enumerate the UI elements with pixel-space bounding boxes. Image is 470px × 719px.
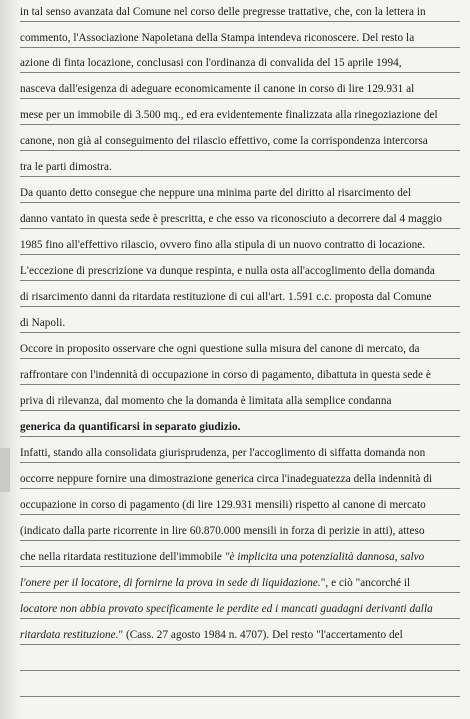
text-line-mixed [20, 628, 460, 642]
ruled-line [20, 670, 460, 671]
text-segment: " (Cass. 27 agosto 1984 n. 4707). Del resto "l'accertamento del [118, 629, 403, 641]
text-line: 1985 fino all'effettivo rilascio, ovvero fino alla stipula di un nuovo contratto di locazione. [20, 239, 426, 251]
text-line-italic [20, 602, 460, 616]
ruled-line [20, 280, 460, 281]
text-segment: ", e ciò "ancorché il [320, 577, 411, 589]
ruled-line [20, 332, 460, 333]
ruled-line [20, 696, 460, 697]
ruled-line [20, 176, 460, 177]
italic-quote: ritardata restituzione. [20, 629, 119, 641]
italic-quote: locatore non abbia provato specificamente le perdite ed i mancati guadagni derivanti dalla [20, 603, 433, 615]
ruled-line [20, 540, 460, 541]
text-segment: che nella ritardata restituzione dell'immobile [20, 551, 225, 563]
ruled-line [20, 436, 460, 437]
text-line: occorre neppure fornire una dimostrazione generica circa l'inadeguatezza della indennità di [20, 473, 433, 485]
text-line: raffrontare con l'indennità di occupazione in corso di pagamento, dibattuta in questa sede è [20, 369, 431, 381]
ruled-line [20, 462, 460, 463]
ruled-line [20, 21, 460, 22]
ruled-line [20, 150, 460, 151]
scan-binding-mark [0, 448, 10, 492]
ruled-line [20, 254, 460, 255]
ruled-line [20, 202, 460, 203]
text-line-mixed [20, 550, 460, 564]
ruled-line [20, 566, 460, 567]
ruled-line [20, 488, 460, 489]
text-line: priva di rilevanza, dal momento che la domanda è limitata alla semplice condanna [20, 395, 392, 407]
document-body [20, 0, 460, 719]
text-line: canone, non già al conseguimento del rilascio effettivo, come la corrispondenza intercorsa [20, 135, 428, 147]
ruled-line [20, 358, 460, 359]
text-line: azione di finta locazione, conclusasi con l'ordinanza di convalida del 15 aprile 1994, [20, 57, 402, 69]
text-line: mese per un immobile di 3.500 mq., ed era evidentemente finalizzata alla rinegoziazione del [20, 109, 438, 121]
ruled-line [20, 47, 460, 48]
ruled-line [20, 72, 460, 73]
ruled-line [20, 592, 460, 593]
text-line: (indicato dalla parte ricorrente in lire 60.870.000 mensili in forza di perizie in atti), atteso [20, 525, 425, 537]
text-line: in tal senso avanzata dal Comune nel corso delle pregresse trattative, che, con la lettera in [20, 6, 426, 18]
text-line: di risarcimento danni da ritardata restituzione di cui all'art. 1.591 c.c. proposta dal Comune [20, 291, 432, 303]
scan-left-shadow [0, 0, 22, 719]
text-line: tra le parti dimostra. [20, 161, 112, 173]
ruled-line [20, 514, 460, 515]
text-line: Da quanto detto consegue che neppure una minima parte del diritto al risarcimento del [20, 187, 412, 199]
text-line: Infatti, stando alla consolidata giurisprudenza, per l'accoglimento di siffatta domanda non [20, 447, 426, 459]
ruled-line [20, 228, 460, 229]
ruled-line [20, 410, 460, 411]
text-line: generica da quantificarsi in separato giudizio. [20, 421, 241, 433]
italic-quote: l'onere per il locatore, di fornirne la prova in sede di liquidazione. [20, 577, 321, 589]
text-line: nasceva dall'esigenza di adeguare economicamente il canone in corso di lire 129.931 al [20, 83, 415, 95]
text-line: Occore in proposito osservare che ogni questione sulla misura del canone di mercato, da [20, 343, 420, 355]
ruled-line [20, 644, 460, 645]
text-line-mixed [20, 576, 460, 590]
text-line: danno vantato in questa sede è prescritta, e che esso va riconosciuto a decorrere dal 4 maggio [20, 213, 442, 225]
ruled-line [20, 124, 460, 125]
text-line: occupazione in corso di pagamento (di lire 129.931 mensili) rispetto al canone di mercato [20, 499, 426, 511]
italic-quote: "è implicita una potenzialità dannosa, salvo [224, 551, 425, 563]
text-line: L'eccezione di prescrizione va dunque respinta, e nulla osta all'accoglimento della domanda [20, 265, 435, 277]
ruled-line [20, 618, 460, 619]
ruled-line [20, 384, 460, 385]
text-line: di Napoli. [20, 317, 66, 329]
ruled-line [20, 98, 460, 99]
text-line: commento, l'Associazione Napoletana della Stampa intendeva riconoscere. Del resto la [20, 32, 415, 44]
ruled-line [20, 306, 460, 307]
